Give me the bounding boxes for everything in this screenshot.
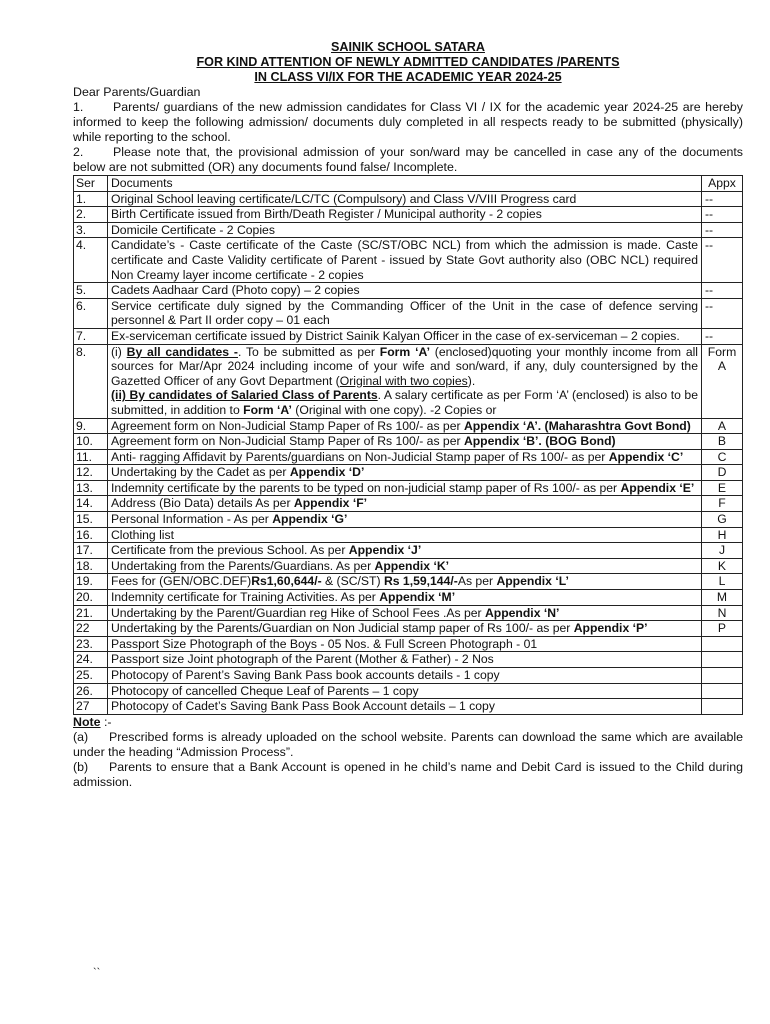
table-row xyxy=(74,590,743,606)
row-appx: -- xyxy=(702,222,743,238)
row-document: Domicile Certificate - 2 Copies xyxy=(108,222,702,238)
row-document xyxy=(108,574,702,590)
row-appx: -- xyxy=(702,207,743,223)
table-row xyxy=(74,636,743,652)
row-document: Photocopy of Cadet’s Saving Bank Pass Book Account details – 1 copy xyxy=(108,699,702,715)
note-heading: Note xyxy=(73,714,101,729)
table-row xyxy=(74,191,743,207)
row-sr: 13. xyxy=(74,480,108,496)
table-row xyxy=(74,496,743,512)
row-appx xyxy=(702,652,743,668)
row-appx xyxy=(702,699,743,715)
row-sr: 4. xyxy=(74,238,108,283)
table-row xyxy=(74,480,743,496)
row-sr: 7. xyxy=(74,328,108,344)
text-span: . To be submitted as per xyxy=(237,344,380,359)
row-document: Passport size Joint photograph of the Parent (Mother & Father) - 2 Nos xyxy=(108,652,702,668)
table-row xyxy=(74,344,743,418)
row-appx: Form A xyxy=(702,344,743,418)
table-row xyxy=(74,207,743,223)
text-span: Form ‘A’ xyxy=(243,402,292,417)
row-sr: 8. xyxy=(74,344,108,418)
row-sr: 2. xyxy=(74,207,108,223)
table-row xyxy=(74,543,743,559)
text-span: ). xyxy=(467,373,476,388)
table-header-row xyxy=(74,176,743,192)
row-document xyxy=(108,558,702,574)
row-document xyxy=(108,465,702,481)
row-appx xyxy=(702,683,743,699)
row-document xyxy=(108,344,702,418)
row-sr: 26. xyxy=(74,683,108,699)
row-document: Service certificate duly signed by the Commanding Officer of the Unit in the case of defence serving personnel & Part II order copy – 01 each xyxy=(108,298,702,328)
table-row xyxy=(74,434,743,450)
row-appx: D xyxy=(702,465,743,481)
table-row xyxy=(74,418,743,434)
text-span: Undertaking from the Parents/Guardians. As per xyxy=(111,558,375,573)
table-row xyxy=(74,449,743,465)
row-appx: G xyxy=(702,512,743,528)
note-item xyxy=(73,730,743,760)
row-sr: 18. xyxy=(74,558,108,574)
table-row xyxy=(74,512,743,528)
row-appx: J xyxy=(702,543,743,559)
row-appx: M xyxy=(702,590,743,606)
text-span: Appendix ‘K’ xyxy=(374,558,450,573)
text-span: Appendix ‘C’ xyxy=(608,449,684,464)
text-span: Agreement form on Non-Judicial Stamp Paper of Rs 100/- as per xyxy=(111,418,464,433)
table-row xyxy=(74,574,743,590)
row-document xyxy=(108,605,702,621)
table-row xyxy=(74,527,743,543)
table-row xyxy=(74,298,743,328)
note-section xyxy=(73,715,743,790)
note-label: (a) xyxy=(73,729,89,744)
row-sr: 6. xyxy=(74,298,108,328)
text-span: Indemnity certificate for Training Activities. As per xyxy=(111,590,380,605)
text-span: (i) xyxy=(111,344,127,359)
text-span: Undertaking by the Parent/Guardian reg Hike of School Fees .As per xyxy=(111,605,485,620)
text-span: Original with two copies xyxy=(339,373,468,388)
text-span: Appendix ‘P’ xyxy=(573,621,648,636)
row-appx: E xyxy=(702,480,743,496)
row-appx: H xyxy=(702,527,743,543)
row-document xyxy=(108,418,702,434)
row-document: Birth Certificate issued from Birth/Death Register / Municipal authority - 2 copies xyxy=(108,207,702,223)
row-appx: -- xyxy=(702,328,743,344)
row-document: Photocopy of cancelled Cheque Leaf of Parents – 1 copy xyxy=(108,683,702,699)
text-span: By all candidates - xyxy=(126,344,238,359)
row-document xyxy=(108,543,702,559)
text-span: Appendix ‘L’ xyxy=(496,574,569,589)
paragraph-text: Parents/ guardians of the new admission candidates for Class VI / IX for the academic year 2024-25 are hereby informed to keep the following admission/ documents duly completed in all respects ready to be submitted (physically) while reporting to the school. xyxy=(73,100,743,144)
text-span: Appendix ‘N’ xyxy=(484,605,560,620)
text-span: Anti- ragging Affidavit by Parents/guardians on Non-Judicial Stamp paper of Rs 100/- as per xyxy=(111,449,609,464)
text-span: Address (Bio Data) details As per xyxy=(111,496,294,511)
row-appx: F xyxy=(702,496,743,512)
header-appx: Appx xyxy=(702,176,743,192)
note-text: Parents to ensure that a Bank Account is opened in he child’s name and Debit Card is issued to the Child during admission. xyxy=(73,759,743,789)
row-document xyxy=(108,621,702,637)
row-sr: 9. xyxy=(74,418,108,434)
text-span: Clothing list xyxy=(111,527,174,542)
text-span: Agreement form on Non-Judicial Stamp Paper of Rs 100/- as per xyxy=(111,434,464,449)
text-span: (enclosed)quoting your monthly income from all sources for Mar/Apr 2024 including income of your wife and son/ward, if any, duly countersigned by the Gazetted Officer of any Govt Department ( xyxy=(111,344,699,388)
row-document xyxy=(108,449,702,465)
row-sr: 15. xyxy=(74,512,108,528)
row-document: Photocopy of Parent’s Saving Bank Pass book accounts details - 1 copy xyxy=(108,668,702,684)
row-document: Candidate’s - Caste certificate of the Caste (SC/ST/OBC NCL) from which the admission is made. Caste certificate and Caste Validity certificate of Parent - issued by State Govt authority also (OBC NCL) required Non Creamy layer income certificate - 2 copies xyxy=(108,238,702,283)
table-row xyxy=(74,222,743,238)
notice-heading-line-1: FOR KIND ATTENTION OF NEWLY ADMITTED CANDIDATES /PARENTS xyxy=(196,55,620,69)
table-row xyxy=(74,699,743,715)
row-appx: C xyxy=(702,449,743,465)
text-span: Indemnity certificate by the parents to be typed on non-judicial stamp paper of Rs 100/- as per xyxy=(111,480,621,495)
row-sr: 17. xyxy=(74,543,108,559)
row-sr: 22 xyxy=(74,621,108,637)
document-page xyxy=(73,40,743,790)
paragraph-number: 1. xyxy=(73,100,84,114)
row-appx: P xyxy=(702,621,743,637)
row-document: Ex-serviceman certificate issued by District Sainik Kalyan Officer in the case of ex-serviceman – 2 copies. xyxy=(108,328,702,344)
paragraph-2 xyxy=(73,145,743,175)
table-row xyxy=(74,605,743,621)
text-span: Appendix ‘F’ xyxy=(293,496,368,511)
note-item xyxy=(73,760,743,790)
text-span: Certificate from the previous School. As per xyxy=(111,543,349,558)
text-span: . A salary certificate as per Form ‘A’ (enclosed) is also to be submitted, in addition to xyxy=(111,388,698,417)
row-document xyxy=(108,512,702,528)
table-row xyxy=(74,283,743,299)
text-span: (ii) By candidates of Salaried Class of Parents xyxy=(111,388,378,403)
row-appx xyxy=(702,668,743,684)
row-document xyxy=(108,527,702,543)
table-row xyxy=(74,558,743,574)
text-span: Fees for (GEN/OBC.DEF) xyxy=(111,574,252,589)
row-sr: 21. xyxy=(74,605,108,621)
note-heading-suffix: :- xyxy=(100,714,112,729)
text-span: Form ‘A’ xyxy=(379,344,430,359)
school-name: SAINIK SCHOOL SATARA xyxy=(331,40,485,54)
row-sr: 24. xyxy=(74,652,108,668)
row-document xyxy=(108,434,702,450)
text-span: Rs 1,59,144/- xyxy=(383,574,458,589)
paragraph-1 xyxy=(73,100,743,145)
row-sr: 19. xyxy=(74,574,108,590)
footer-mark: `` xyxy=(93,967,101,979)
text-span: Rs1,60,644/- xyxy=(251,574,322,589)
text-span: Personal Information - As per xyxy=(111,512,273,527)
row-document: Original School leaving certificate/LC/TC (Compulsory) and Class V/VIII Progress card xyxy=(108,191,702,207)
text-span: & (SC/ST) xyxy=(321,574,384,589)
paragraph-text: Please note that, the provisional admission of your son/ward may be cancelled in case any of the documents below are not submitted (OR) any documents found false/ Incomplete. xyxy=(73,145,743,174)
row-sr: 16. xyxy=(74,527,108,543)
header-ser: Ser xyxy=(74,176,108,192)
table-row xyxy=(74,328,743,344)
text-span: Appendix ‘A’. (Maharashtra Govt Bond) xyxy=(463,418,691,433)
documents-table xyxy=(73,175,743,715)
row-sr: 25. xyxy=(74,668,108,684)
row-appx: L xyxy=(702,574,743,590)
row-appx: -- xyxy=(702,283,743,299)
row-sr: 23. xyxy=(74,636,108,652)
row-document xyxy=(108,590,702,606)
text-span: Undertaking by the Parents/Guardian on Non Judicial stamp paper of Rs 100/- as per xyxy=(111,621,574,636)
row-appx: A xyxy=(702,418,743,434)
row-sr: 11. xyxy=(74,449,108,465)
row-sr: 12. xyxy=(74,465,108,481)
text-span: (Original with one copy). -2 Copies or xyxy=(291,402,497,417)
row-sr: 5. xyxy=(74,283,108,299)
row-document: Passport Size Photograph of the Boys - 05 Nos. & Full Screen Photograph - 01 xyxy=(108,636,702,652)
row-document xyxy=(108,480,702,496)
table-row xyxy=(74,652,743,668)
table-row xyxy=(74,683,743,699)
row-appx: -- xyxy=(702,238,743,283)
notice-heading-line-2: IN CLASS VI/IX FOR THE ACADEMIC YEAR 2024-25 xyxy=(254,70,562,84)
row-appx: K xyxy=(702,558,743,574)
row-sr: 14. xyxy=(74,496,108,512)
table-row xyxy=(74,465,743,481)
row-sr: 10. xyxy=(74,434,108,450)
text-span: Appendix ‘B’. (BOG Bond) xyxy=(463,434,616,449)
header-documents: Documents xyxy=(108,176,702,192)
row-document: Cadets Aadhaar Card (Photo copy) – 2 copies xyxy=(108,283,702,299)
table-row xyxy=(74,238,743,283)
text-span: Appendix ‘G’ xyxy=(272,512,348,527)
row-sr: 20. xyxy=(74,590,108,606)
row-document xyxy=(108,496,702,512)
text-span: Undertaking by the Cadet as per xyxy=(111,465,290,480)
row-appx: B xyxy=(702,434,743,450)
note-heading-line xyxy=(73,715,743,730)
text-span: Appendix ‘M’ xyxy=(379,590,456,605)
note-text: Prescribed forms is already uploaded on the school website. Parents can download the same which are available under the heading “Admission Process”. xyxy=(73,729,743,759)
row-appx xyxy=(702,636,743,652)
row-appx: N xyxy=(702,605,743,621)
paragraph-number: 2. xyxy=(73,145,84,159)
text-span: Appendix ‘J’ xyxy=(348,543,422,558)
salutation: Dear Parents/Guardian xyxy=(73,85,201,99)
table-row xyxy=(74,621,743,637)
row-sr: 27 xyxy=(74,699,108,715)
text-span: Appendix ‘E’ xyxy=(620,480,695,495)
row-sr: 3. xyxy=(74,222,108,238)
text-span: As per xyxy=(457,574,497,589)
row-sr: 1. xyxy=(74,191,108,207)
table-row xyxy=(74,668,743,684)
text-span: Appendix ‘D’ xyxy=(289,465,365,480)
row-appx: -- xyxy=(702,191,743,207)
note-label: (b) xyxy=(73,759,89,774)
row-appx: -- xyxy=(702,298,743,328)
